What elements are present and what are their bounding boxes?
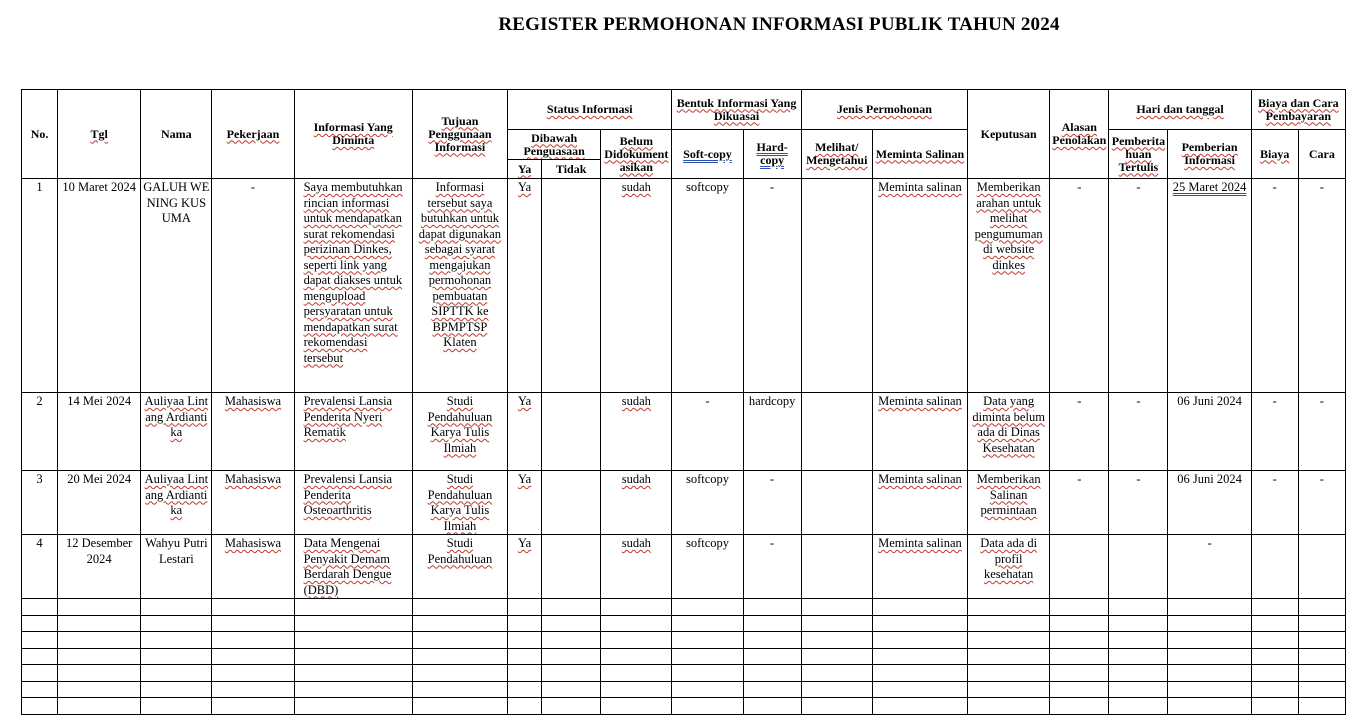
cell-alasan: [1050, 535, 1109, 599]
cell-cara: -: [1298, 471, 1345, 535]
cell-melihat: [801, 471, 872, 535]
empty-row: [22, 648, 1346, 665]
header-nama: Nama: [141, 90, 212, 179]
table-row: [22, 393, 1346, 471]
header-hardcopy: Hard-copy: [743, 130, 801, 179]
header-jenis: Jenis Permohonan: [801, 90, 967, 130]
cell-tgl: 12 Desember 2024: [58, 535, 141, 599]
cell-cara: -: [1298, 393, 1345, 471]
cell-no: 1: [22, 179, 58, 393]
table-row: [22, 535, 1346, 599]
header-tujuan: Tujuan Penggunaan Informasi: [412, 90, 507, 179]
cell-pekerjaan: Mahasiswa: [212, 393, 294, 471]
cell-pekerjaan: Mahasiswa: [212, 535, 294, 599]
cell-nama: GALUH WENING KUSUMA: [141, 179, 212, 393]
cell-softcopy: softcopy: [672, 471, 743, 535]
cell-ya: Ya: [508, 179, 542, 393]
cell-tujuan: Studi Pendahuluan: [412, 535, 507, 599]
cell-tidak: [542, 393, 601, 471]
cell-pemberitahuan: -: [1109, 179, 1168, 393]
table-row: [22, 471, 1346, 535]
cell-pemberian: 06 Juni 2024: [1168, 471, 1251, 535]
cell-softcopy: softcopy: [672, 535, 743, 599]
empty-row: [22, 698, 1346, 715]
header-pemberitahuan: Pemberitahuan Tertulis: [1109, 130, 1168, 179]
cell-ya: Ya: [508, 471, 542, 535]
empty-row: [22, 632, 1346, 649]
cell-no: 2: [22, 393, 58, 471]
cell-alasan: -: [1050, 471, 1109, 535]
cell-alasan: -: [1050, 393, 1109, 471]
header-informasi: Informasi Yang Diminta: [294, 90, 412, 179]
header-keputusan: Keputusan: [968, 90, 1050, 179]
header-pemberian: Pemberian Informasi: [1168, 130, 1251, 179]
cell-pemberian: -: [1168, 535, 1251, 599]
header-biaya: Biaya: [1251, 130, 1298, 179]
cell-tgl: 14 Mei 2024: [58, 393, 141, 471]
cell-tidak: [542, 535, 601, 599]
header-tidak: Tidak: [542, 160, 601, 179]
cell-hardcopy: hardcopy: [743, 393, 801, 471]
cell-hardcopy: -: [743, 471, 801, 535]
cell-tujuan: Studi Pendahuluan Karya Tulis Ilmiah: [412, 471, 507, 535]
register-table: [21, 89, 1346, 715]
cell-keputusan: Memberikan Salinan permintaan: [968, 471, 1050, 535]
cell-biaya: [1251, 535, 1298, 599]
header-melihat: Melihat/ Mengetahui: [801, 130, 872, 179]
cell-meminta: Meminta salinan: [872, 179, 967, 393]
cell-softcopy: -: [672, 393, 743, 471]
cell-no: 3: [22, 471, 58, 535]
cell-hardcopy: -: [743, 179, 801, 393]
cell-keputusan: Data ada di profil kesehatan: [968, 535, 1050, 599]
header-tgl: Tgl: [58, 90, 141, 179]
cell-meminta: Meminta salinan: [872, 471, 967, 535]
cell-pekerjaan: -: [212, 179, 294, 393]
cell-tgl: 20 Mei 2024: [58, 471, 141, 535]
cell-cara: -: [1298, 179, 1345, 393]
cell-tidak: [542, 179, 601, 393]
cell-meminta: Meminta salinan: [872, 535, 967, 599]
empty-row: [22, 615, 1346, 632]
cell-melihat: [801, 535, 872, 599]
cell-melihat: [801, 393, 872, 471]
cell-no: 4: [22, 535, 58, 599]
cell-melihat: [801, 179, 872, 393]
cell-tgl: 10 Maret 2024: [58, 179, 141, 393]
header-status: Status Informasi: [508, 90, 672, 130]
cell-keputusan: Data yang diminta belum ada di Dinas Kesehatan: [968, 393, 1050, 471]
cell-pemberitahuan: -: [1109, 393, 1168, 471]
cell-informasi: Prevalensi Lansia Penderita Osteoarthritis: [294, 471, 412, 535]
cell-ya: Ya: [508, 393, 542, 471]
header-alasan: Alasan Penolakan: [1050, 90, 1109, 179]
cell-hardcopy: -: [743, 535, 801, 599]
cell-alasan: -: [1050, 179, 1109, 393]
cell-nama: Wahyu Putri Lestari: [141, 535, 212, 599]
cell-pemberian: 25 Maret 2024: [1168, 179, 1251, 393]
header-cara: Cara: [1298, 130, 1345, 179]
cell-cara: [1298, 535, 1345, 599]
header-meminta: Meminta Salinan: [872, 130, 967, 179]
cell-nama: Auliyaa Lintang Ardiantika: [141, 393, 212, 471]
page-title: REGISTER PERMOHONAN INFORMASI PUBLIK TAHUN 2024: [498, 14, 1060, 35]
cell-tujuan: Studi Pendahuluan Karya Tulis Ilmiah: [412, 393, 507, 471]
header-pekerjaan: Pekerjaan: [212, 90, 294, 179]
cell-informasi: Saya membutuhkan rincian informasi untuk mendapatkan surat rekomendasi perizinan Dinkes, seperti link yang dapat diakses untuk mengupload persyaratan untuk mendapatkan surat rekomendasi tersebut: [294, 179, 412, 393]
cell-biaya: -: [1251, 393, 1298, 471]
header-softcopy: Soft-copy: [672, 130, 743, 179]
cell-pekerjaan: Mahasiswa: [212, 471, 294, 535]
cell-belum: sudah: [601, 471, 672, 535]
cell-pemberitahuan: [1109, 535, 1168, 599]
cell-pemberian: 06 Juni 2024: [1168, 393, 1251, 471]
header-hari: Hari dan tanggal: [1109, 90, 1251, 130]
cell-tidak: [542, 471, 601, 535]
cell-informasi: Data Mengenai Penyakit Demam Berdarah Dengue (DBD): [294, 535, 412, 599]
header-bentuk: Bentuk Informasi Yang Dikuasai: [672, 90, 801, 130]
header-biaya-cara: Biaya dan Cara Pembayaran: [1251, 90, 1345, 130]
empty-row: [22, 599, 1346, 616]
cell-keputusan: Memberikan arahan untuk melihat pengumuman di website dinkes: [968, 179, 1050, 393]
cell-biaya: -: [1251, 179, 1298, 393]
cell-belum: sudah: [601, 393, 672, 471]
cell-belum: sudah: [601, 179, 672, 393]
empty-row: [22, 665, 1346, 682]
cell-nama: Auliyaa Lintang Ardiantika: [141, 471, 212, 535]
cell-tujuan: Informasi tersebut saya butuhkan untuk dapat digunakan sebagai syarat mengajukan permohonan pembuatan SIPTTK ke BPMPTSP Klaten: [412, 179, 507, 393]
cell-meminta: Meminta salinan: [872, 393, 967, 471]
header-dibawah: Dibawah Penguasaan: [508, 130, 601, 160]
table-row: [22, 179, 1346, 393]
cell-pemberitahuan: -: [1109, 471, 1168, 535]
header-ya: Ya: [508, 160, 542, 179]
cell-belum: sudah: [601, 535, 672, 599]
cell-informasi: Prevalensi Lansia Penderita Nyeri Rematik: [294, 393, 412, 471]
cell-biaya: -: [1251, 471, 1298, 535]
empty-row: [22, 681, 1346, 698]
header-belum: Belum Didokumentasikan: [601, 130, 672, 179]
cell-ya: Ya: [508, 535, 542, 599]
header-no: No.: [22, 90, 58, 179]
cell-softcopy: softcopy: [672, 179, 743, 393]
